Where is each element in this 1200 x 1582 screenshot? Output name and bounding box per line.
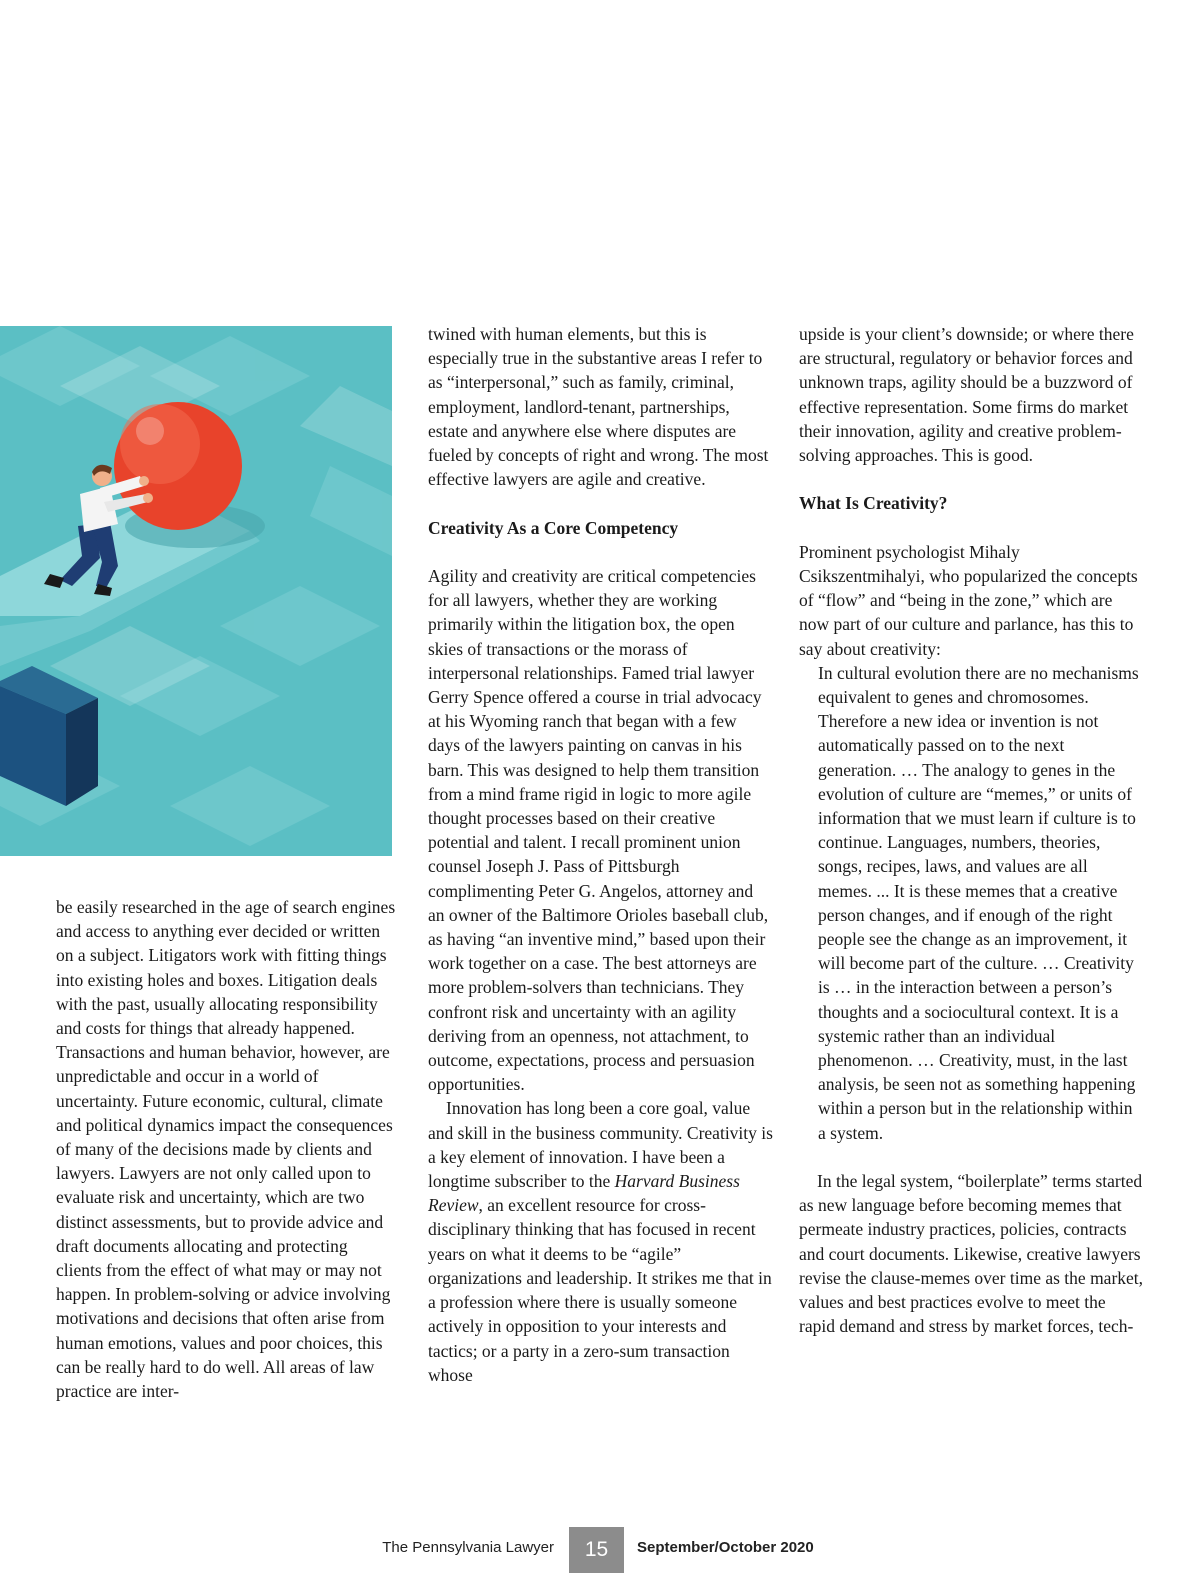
paragraph-text: , an excellent resource for cross-disciplinary thinking that has focused in recent years on what it deems to be “agile” organizations and leadership. It strikes me that in a profession where there is usually someone actively in opposition to your interests and tactics; or a party in a zero-sum transaction whose: [428, 1195, 772, 1385]
paragraph-text: Innovation has long been a core goal, value and skill in the business community. Creativity is a key element of innovation. I have been a longtime subscriber to the: [428, 1098, 773, 1192]
page-footer: [0, 1527, 1200, 1573]
article-column-2: [428, 322, 773, 1387]
issue-date: September/October 2020: [637, 1539, 814, 1556]
paragraph: Prominent psychologist Mihaly Csikszentmihalyi, who popularized the concepts of “flow” and “being in the zone,” which are now part of our culture and parlance, has this to say about creativity:: [799, 541, 1138, 659]
illustration-man-pushing-ball: [0, 326, 392, 856]
block-quote: In cultural evolution there are no mechanisms equivalent to genes and chromosomes. Therefore a new idea or invention is not automatically passed on to the next generation. … The analogy to genes in the evolution of culture are “memes,” or units of information that we must learn if culture is to continue. Languages, numbers, theories, songs, recipes, laws, and values are all memes. ... It is these memes that a creative person changes, and if enough of the right people see the change as an improvement, it will become part of the culture. … Creativity is … in the interaction between a person’s thoughts and a sociocultural context. It is a systemic rather than an individual phenomenon. … Creativity, must, in the last analysis, be seen not as something happening within a person but in the relationship within a system.: [818, 662, 1139, 1143]
section-heading: Creativity As a Core Competency: [428, 517, 679, 538]
article-column-1: [56, 895, 396, 1403]
publication-title: Harvard Business Review: [428, 1171, 740, 1216]
article-column-3: [799, 322, 1144, 1338]
paragraph: upside is your client’s downside; or where there are structural, regulatory or behavior forces and unknown traps, agility should be a buzzword of effective representation. Some firms do market their innovation, agility and creative problem-solving approaches. This is good.: [799, 324, 1134, 466]
paragraph: Agility and creativity are critical competencies for all lawyers, whether they are working primarily within the litigation box, the open skies of transactions or the morass of interpersonal relationships. Famed trial lawyer Gerry Spence offered a course in trial advocacy at his Wyoming ranch that began with a few days of the lawyers painting on canvas in his barn. This was designed to help them transition from a mind frame rigid in logic to more agile thought processes based on their creative potential and talent. I recall prominent union counsel Joseph J. Pass of Pittsburgh complimenting Peter G. Angelos, attorney and an owner of the Baltimore Orioles baseball club, as having “an inventive mind,” based upon their work together on a case. The best attorneys are more problem-solvers than technicians. They confront risk and uncertainty with an agility deriving from an openness, not attachment, to outcome, expectations, process and persuasion opportunities.: [428, 566, 769, 1095]
paragraph: [428, 1096, 773, 1386]
paragraph: In the legal system, “boilerplate” terms started as new language before becoming memes that permeate industry practices, policies, contracts and court documents. Likewise, creative lawyers revise the clause-memes over time as the market, values and best practices evolve to meet the rapid demand and stress by market forces, tech-: [799, 1171, 1144, 1337]
publication-name: The Pennsylvania Lawyer: [382, 1539, 554, 1556]
page-number: 15: [569, 1527, 624, 1573]
illustration-graphic: [0, 326, 392, 856]
section-heading: What Is Creativity?: [799, 493, 948, 514]
paragraph: twined with human elements, but this is especially true in the substantive areas I refer to as “interpersonal,” such as family, criminal, employment, landlord-tenant, partnerships, estate and anywhere else where disputes are fueled by concepts of right and wrong. The most effective lawyers are agile and creative.: [428, 324, 769, 490]
paragraph: be easily researched in the age of search engines and access to anything ever decided or written on a subject. Litigators work with fitting things into existing holes and boxes. Litigation deals with the past, usually allocating responsibility and costs for things that already happened. Transactions and human behavior, however, are unpredictable and occur in a world of uncertainty. Future economic, cultural, climate and political dynamics impact the consequences of many of the decisions made by clients and lawyers. Lawyers are not only called upon to evaluate risk and uncertainty, which are two distinct assessments, but to provide advice and draft documents allocating and protecting clients from the effect of what may or may not happen. In problem-solving or advice involving motivations and decisions that often arise from human emotions, values and poor choices, this can be really hard to do well. All areas of law practice are inter-: [56, 897, 396, 1402]
